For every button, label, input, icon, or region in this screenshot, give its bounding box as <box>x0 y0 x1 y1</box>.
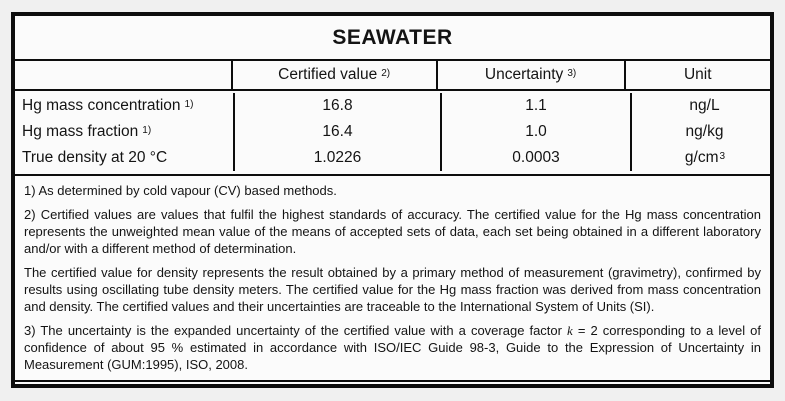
footnote-1: 1) As determined by cold vapour (CV) based methods. <box>24 183 337 198</box>
cell-unit: g/cm $^3$ <box>630 145 778 171</box>
uncertainty-text: 0.0003 <box>512 149 560 166</box>
cell-certified-value <box>233 93 440 119</box>
uncertainty-text: 1.1 <box>525 97 547 114</box>
table-header-row <box>15 61 770 91</box>
cell-certified-value <box>233 145 440 171</box>
unit-text: g/cm <box>684 149 719 166</box>
header-uncertainty: Uncertainty $^{3)}$ <box>436 61 624 89</box>
row-label-true-density <box>15 145 233 171</box>
row-label-hg-mass-concentration: Hg mass concentration $^{1)}$ <box>15 93 233 119</box>
certified-value-text: 16.4 <box>322 123 353 140</box>
footnote-2: 2) Certified values are values that fulfil the highest standards of accuracy. The certified value for the Hg mass concentration represents the unweighted mean value of the means of accepted sets of data, each set being obtained in a different laboratory and/or with a different method of determination. <box>24 207 761 256</box>
header-uncertainty-label: Uncertainty <box>484 66 564 84</box>
footnote-3-pre: 3) The uncertainty is the expanded uncertainty of the certified value with a coverage factor <box>24 323 568 338</box>
header-certified-value: Certified value $^{2)}$ <box>231 61 436 89</box>
table-title: SEAWATER <box>332 25 453 49</box>
unit-text: ng/L <box>689 97 720 114</box>
certified-value-text: 16.8 <box>322 97 353 114</box>
row-label-text: True density at 20 °C <box>22 149 168 166</box>
table-data-block <box>15 91 770 176</box>
cell-certified-value <box>233 119 440 145</box>
footnotes-section <box>15 176 770 382</box>
footnote-3-k-symbol: k <box>567 323 573 338</box>
row-label-text: Hg mass fraction <box>22 123 139 140</box>
row-label-hg-mass-fraction: Hg mass fraction $^{1)}$ <box>15 119 233 145</box>
footnote-3 <box>24 322 761 373</box>
header-certified-value-label: Certified value <box>278 66 378 84</box>
header-empty-cell <box>15 61 231 89</box>
header-unit <box>624 61 770 89</box>
unit-text: ng/kg <box>685 123 724 140</box>
cell-unit <box>630 119 778 145</box>
cell-uncertainty <box>440 145 630 171</box>
uncertainty-text: 1.0 <box>525 123 547 140</box>
footnote-2-density: The certified value for density represents the result obtained by a primary method of measurement (gravimetry), confirmed by results using oscillating tube density meters. The certified value for the Hg mass fraction was derived from mass concentration and density. The certified values and their uncertainties are traceable to the International System of Units (SI). <box>24 265 761 314</box>
certified-value-text: 1.0226 <box>313 149 362 166</box>
row-label-text: Hg mass concentration <box>22 97 181 114</box>
table-title-row <box>15 16 770 61</box>
cell-unit <box>630 93 778 119</box>
certificate-sheet <box>11 12 774 388</box>
footnote-3-post: = 2 corresponding to a level of confidence of about 95 % estimated in accordance with ISO/IEC Guide 98-3, Guide to the Expression of Uncertainty in Measurement (GUM:1995), ISO, 2008. <box>24 323 761 372</box>
header-unit-label: Unit <box>683 66 712 84</box>
cell-uncertainty <box>440 93 630 119</box>
cell-uncertainty <box>440 119 630 145</box>
